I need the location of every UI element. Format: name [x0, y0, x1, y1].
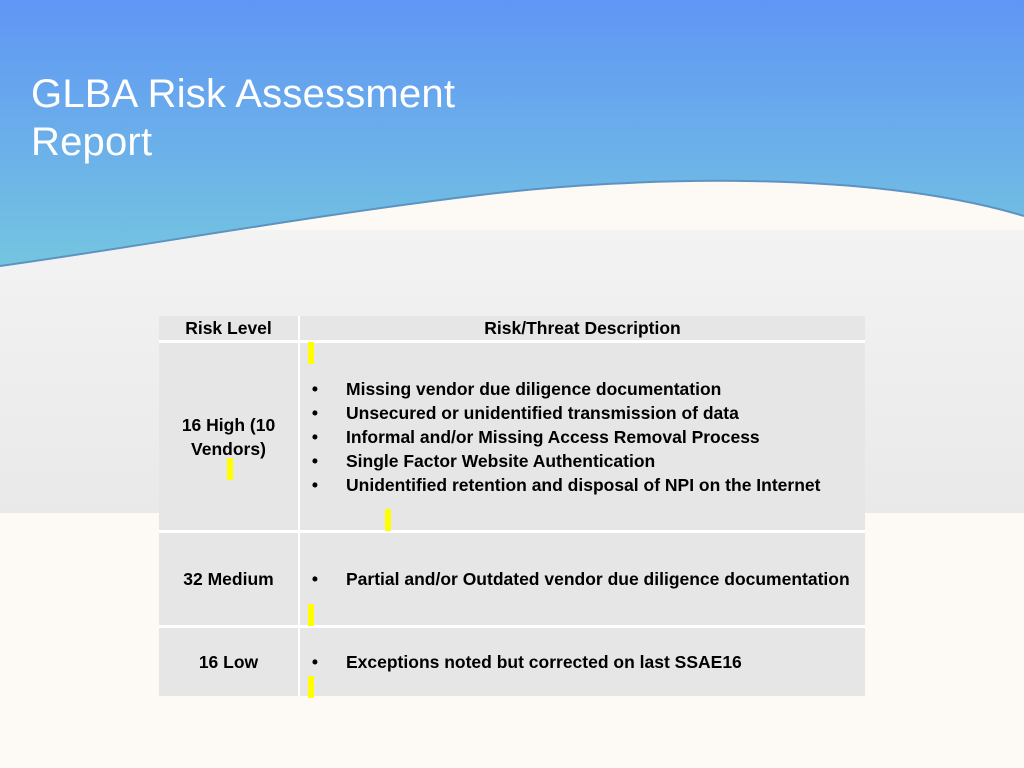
header-risk-description: Risk/Threat Description [300, 316, 865, 343]
risk-description-cell [300, 343, 865, 533]
highlight-marker [308, 676, 314, 698]
risk-level-high: 16 High (10 Vendors) [181, 414, 276, 459]
risk-description-cell [300, 533, 865, 628]
threat-text: Unsecured or unidentified transmission of data [346, 402, 739, 423]
risk-level-low: 16 Low [198, 652, 259, 672]
bullet-icon: • [311, 474, 319, 495]
risk-level-cell [159, 628, 300, 696]
risk-level-cell [159, 533, 300, 628]
threat-text: Missing vendor due diligence documentation [346, 378, 722, 399]
list-item [308, 473, 865, 497]
risk-level-medium: 32 Medium [183, 569, 274, 589]
header-risk-level: Risk Level [159, 316, 300, 343]
bullet-icon: • [311, 450, 319, 471]
title-line-1: GLBA Risk Assessment [31, 72, 456, 116]
bullet-icon: • [311, 426, 319, 447]
list-item [308, 650, 865, 674]
threat-text: Exceptions noted but corrected on last SSAE16 [346, 652, 742, 672]
threat-text: Partial and/or Outdated vendor due diligence documentation [346, 569, 850, 589]
risk-description-cell [300, 628, 865, 696]
threat-list [300, 650, 865, 674]
list-item [308, 567, 865, 591]
threat-text: Informal and/or Missing Access Removal Process [346, 426, 760, 447]
threat-text: Single Factor Website Authentication [346, 450, 656, 471]
slide-title [31, 70, 455, 166]
list-item [308, 377, 865, 401]
table-row [159, 533, 865, 628]
bullet-icon: • [311, 402, 319, 423]
table-row [159, 343, 865, 533]
list-item [308, 425, 865, 449]
title-line-2: Report [31, 120, 153, 164]
list-item [308, 449, 865, 473]
risk-table [159, 316, 865, 696]
highlight-marker [227, 458, 233, 480]
highlight-marker [385, 509, 391, 531]
list-item [308, 401, 865, 425]
highlight-marker [308, 342, 314, 364]
bullet-icon: • [311, 569, 319, 589]
threat-text: Unidentified retention and disposal of NPI on the Internet [346, 474, 821, 495]
bullet-icon: • [311, 652, 319, 672]
highlight-marker [308, 604, 314, 626]
threat-list [300, 377, 865, 497]
table-header-row [159, 316, 865, 343]
table-row [159, 628, 865, 696]
threat-list [300, 567, 865, 591]
risk-level-cell [159, 343, 300, 533]
bullet-icon: • [311, 378, 319, 399]
